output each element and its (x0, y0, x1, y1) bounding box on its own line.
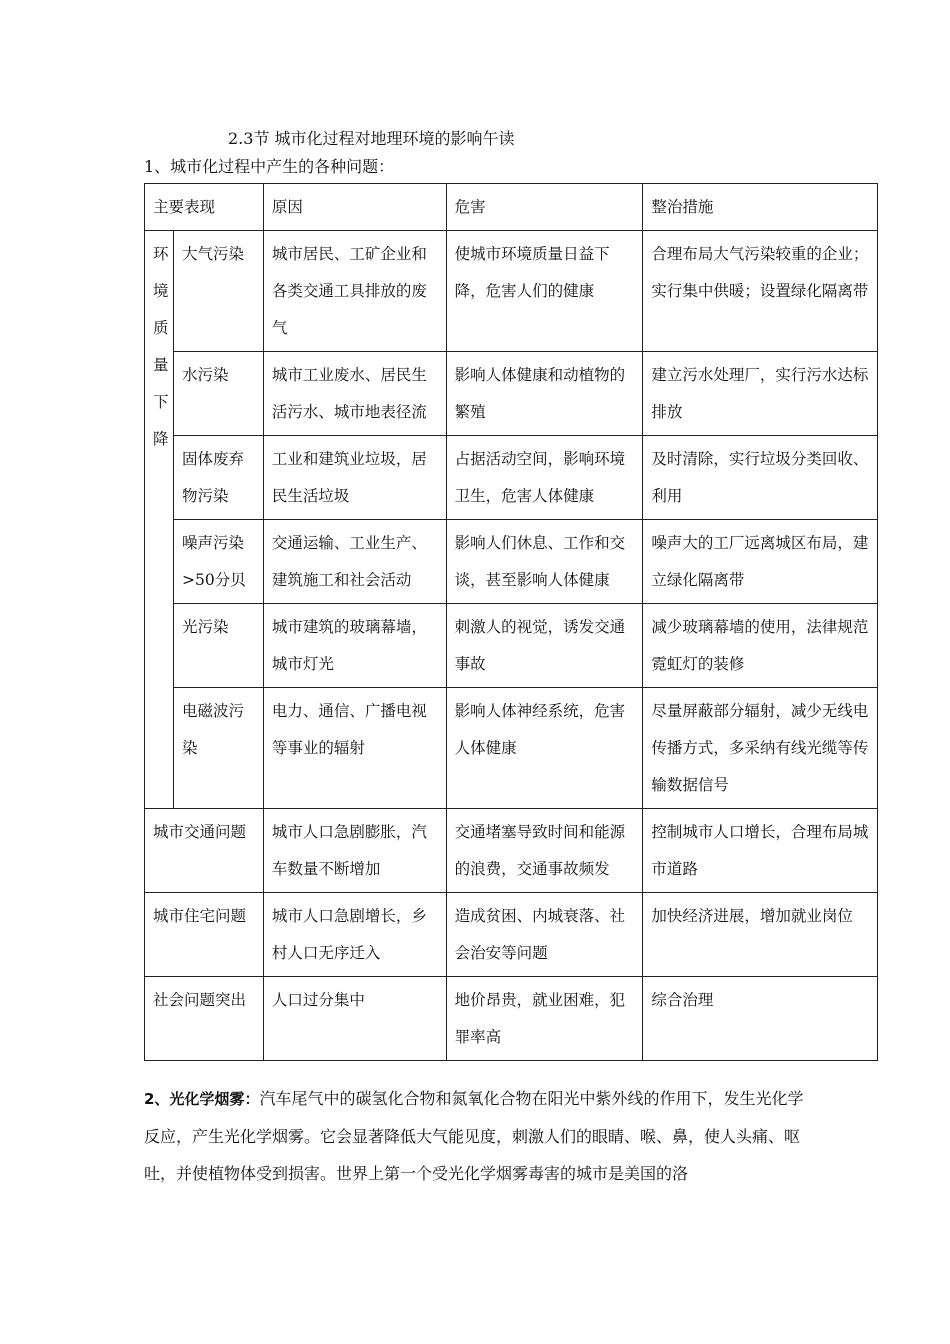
row-measure: 控制城市人口增长，合理布局城市道路 (643, 809, 878, 893)
group-label-char: 降 (153, 430, 169, 448)
row-name: 城市交通问题 (145, 809, 264, 893)
group-label-char: 质 (153, 319, 169, 337)
row-cause: 人口过分集中 (263, 977, 446, 1061)
row-name: 城市住宅问题 (145, 893, 264, 977)
row-harm: 交通堵塞导致时间和能源的浪费，交通事故频发 (446, 809, 643, 893)
row-harm: 使城市环境质量日益下降，危害人们的健康 (446, 231, 643, 352)
row-name: 水污染 (173, 352, 263, 436)
row-cause: 城市建筑的玻璃幕墙，城市灯光 (263, 604, 446, 688)
row-measure: 尽量屏蔽部分辐射，减少无线电传播方式，多采纳有线光缆等传输数据信号 (643, 688, 878, 809)
header-main: 主要表现 (145, 184, 264, 231)
urbanization-problems-table (144, 183, 878, 1061)
page-title: 2.3节 城市化过程对地理环境的影响午读 (228, 129, 515, 148)
group-label-char: 环 (153, 245, 169, 263)
row-cause: 城市工业废水、居民生活污水、城市地表径流 (263, 352, 446, 436)
group-label-env-quality (145, 231, 174, 809)
row-name: 噪声污染>50分贝 (173, 520, 263, 604)
row-cause: 电力、通信、广播电视等事业的辐射 (263, 688, 446, 809)
group-label-char: 下 (153, 393, 169, 411)
section2-text: 汽车尾气中的碳氢化合物和氮氧化合物在阳光中紫外线的作用下，发生光化学反应，产生光化学烟雾。它会显著降低大气能见度，刺激人们的眼睛、喉、鼻，使人头痛、呕吐，并使植物体受到损害。世界上第一个受光化学烟雾毒害的城市是美国的洛 (144, 1089, 804, 1183)
section2-paragraph (144, 1080, 814, 1192)
row-harm: 影响人体健康和动植物的繁殖 (446, 352, 643, 436)
row-harm: 地价昂贵，就业困难，犯罪率高 (446, 977, 643, 1061)
table-header-row (145, 184, 878, 231)
row-harm: 刺激人的视觉，诱发交通事故 (446, 604, 643, 688)
table-row (145, 520, 878, 604)
row-name: 电磁波污染 (173, 688, 263, 809)
row-name: 社会问题突出 (145, 977, 264, 1061)
section2-label: 2、光化学烟雾： (144, 1090, 260, 1108)
row-measure: 及时清除，实行垃圾分类回收、利用 (643, 436, 878, 520)
table-row (145, 231, 878, 352)
table-row (145, 893, 878, 977)
header-measure: 整治措施 (643, 184, 878, 231)
row-cause: 工业和建筑业垃圾，居民生活垃圾 (263, 436, 446, 520)
group-label-char: 量 (153, 356, 169, 374)
row-measure: 减少玻璃幕墙的使用，法律规范霓虹灯的装修 (643, 604, 878, 688)
row-name: 大气污染 (173, 231, 263, 352)
row-cause: 城市人口急剧膨胀，汽车数量不断增加 (263, 809, 446, 893)
row-measure: 加快经济进展，增加就业岗位 (643, 893, 878, 977)
table-row (145, 688, 878, 809)
row-measure: 合理布局大气污染较重的企业；实行集中供暖；设置绿化隔离带 (643, 231, 878, 352)
header-cause: 原因 (263, 184, 446, 231)
row-cause: 城市居民、工矿企业和各类交通工具排放的废气 (263, 231, 446, 352)
row-harm: 造成贫困、内城衰落、社会治安等问题 (446, 893, 643, 977)
table-row (145, 352, 878, 436)
row-measure: 综合治理 (643, 977, 878, 1061)
row-measure: 建立污水处理厂，实行污水达标排放 (643, 352, 878, 436)
table-row (145, 809, 878, 893)
row-name: 固体废弃物污染 (173, 436, 263, 520)
section-heading: 1、城市化过程中产生的各种问题： (144, 157, 395, 176)
row-cause: 交通运输、工业生产、建筑施工和社会活动 (263, 520, 446, 604)
row-harm: 占据活动空间，影响环境卫生，危害人体健康 (446, 436, 643, 520)
row-harm: 影响人们休息、工作和交谈，甚至影响人体健康 (446, 520, 643, 604)
row-cause: 城市人口急剧增长，乡村人口无序迁入 (263, 893, 446, 977)
table-row (145, 436, 878, 520)
table-row (145, 977, 878, 1061)
row-measure: 噪声大的工厂远离城区布局，建立绿化隔离带 (643, 520, 878, 604)
row-harm: 影响人体神经系统，危害人体健康 (446, 688, 643, 809)
group-label-char: 境 (153, 282, 169, 300)
table-row (145, 604, 878, 688)
row-name: 光污染 (173, 604, 263, 688)
header-harm: 危害 (446, 184, 643, 231)
